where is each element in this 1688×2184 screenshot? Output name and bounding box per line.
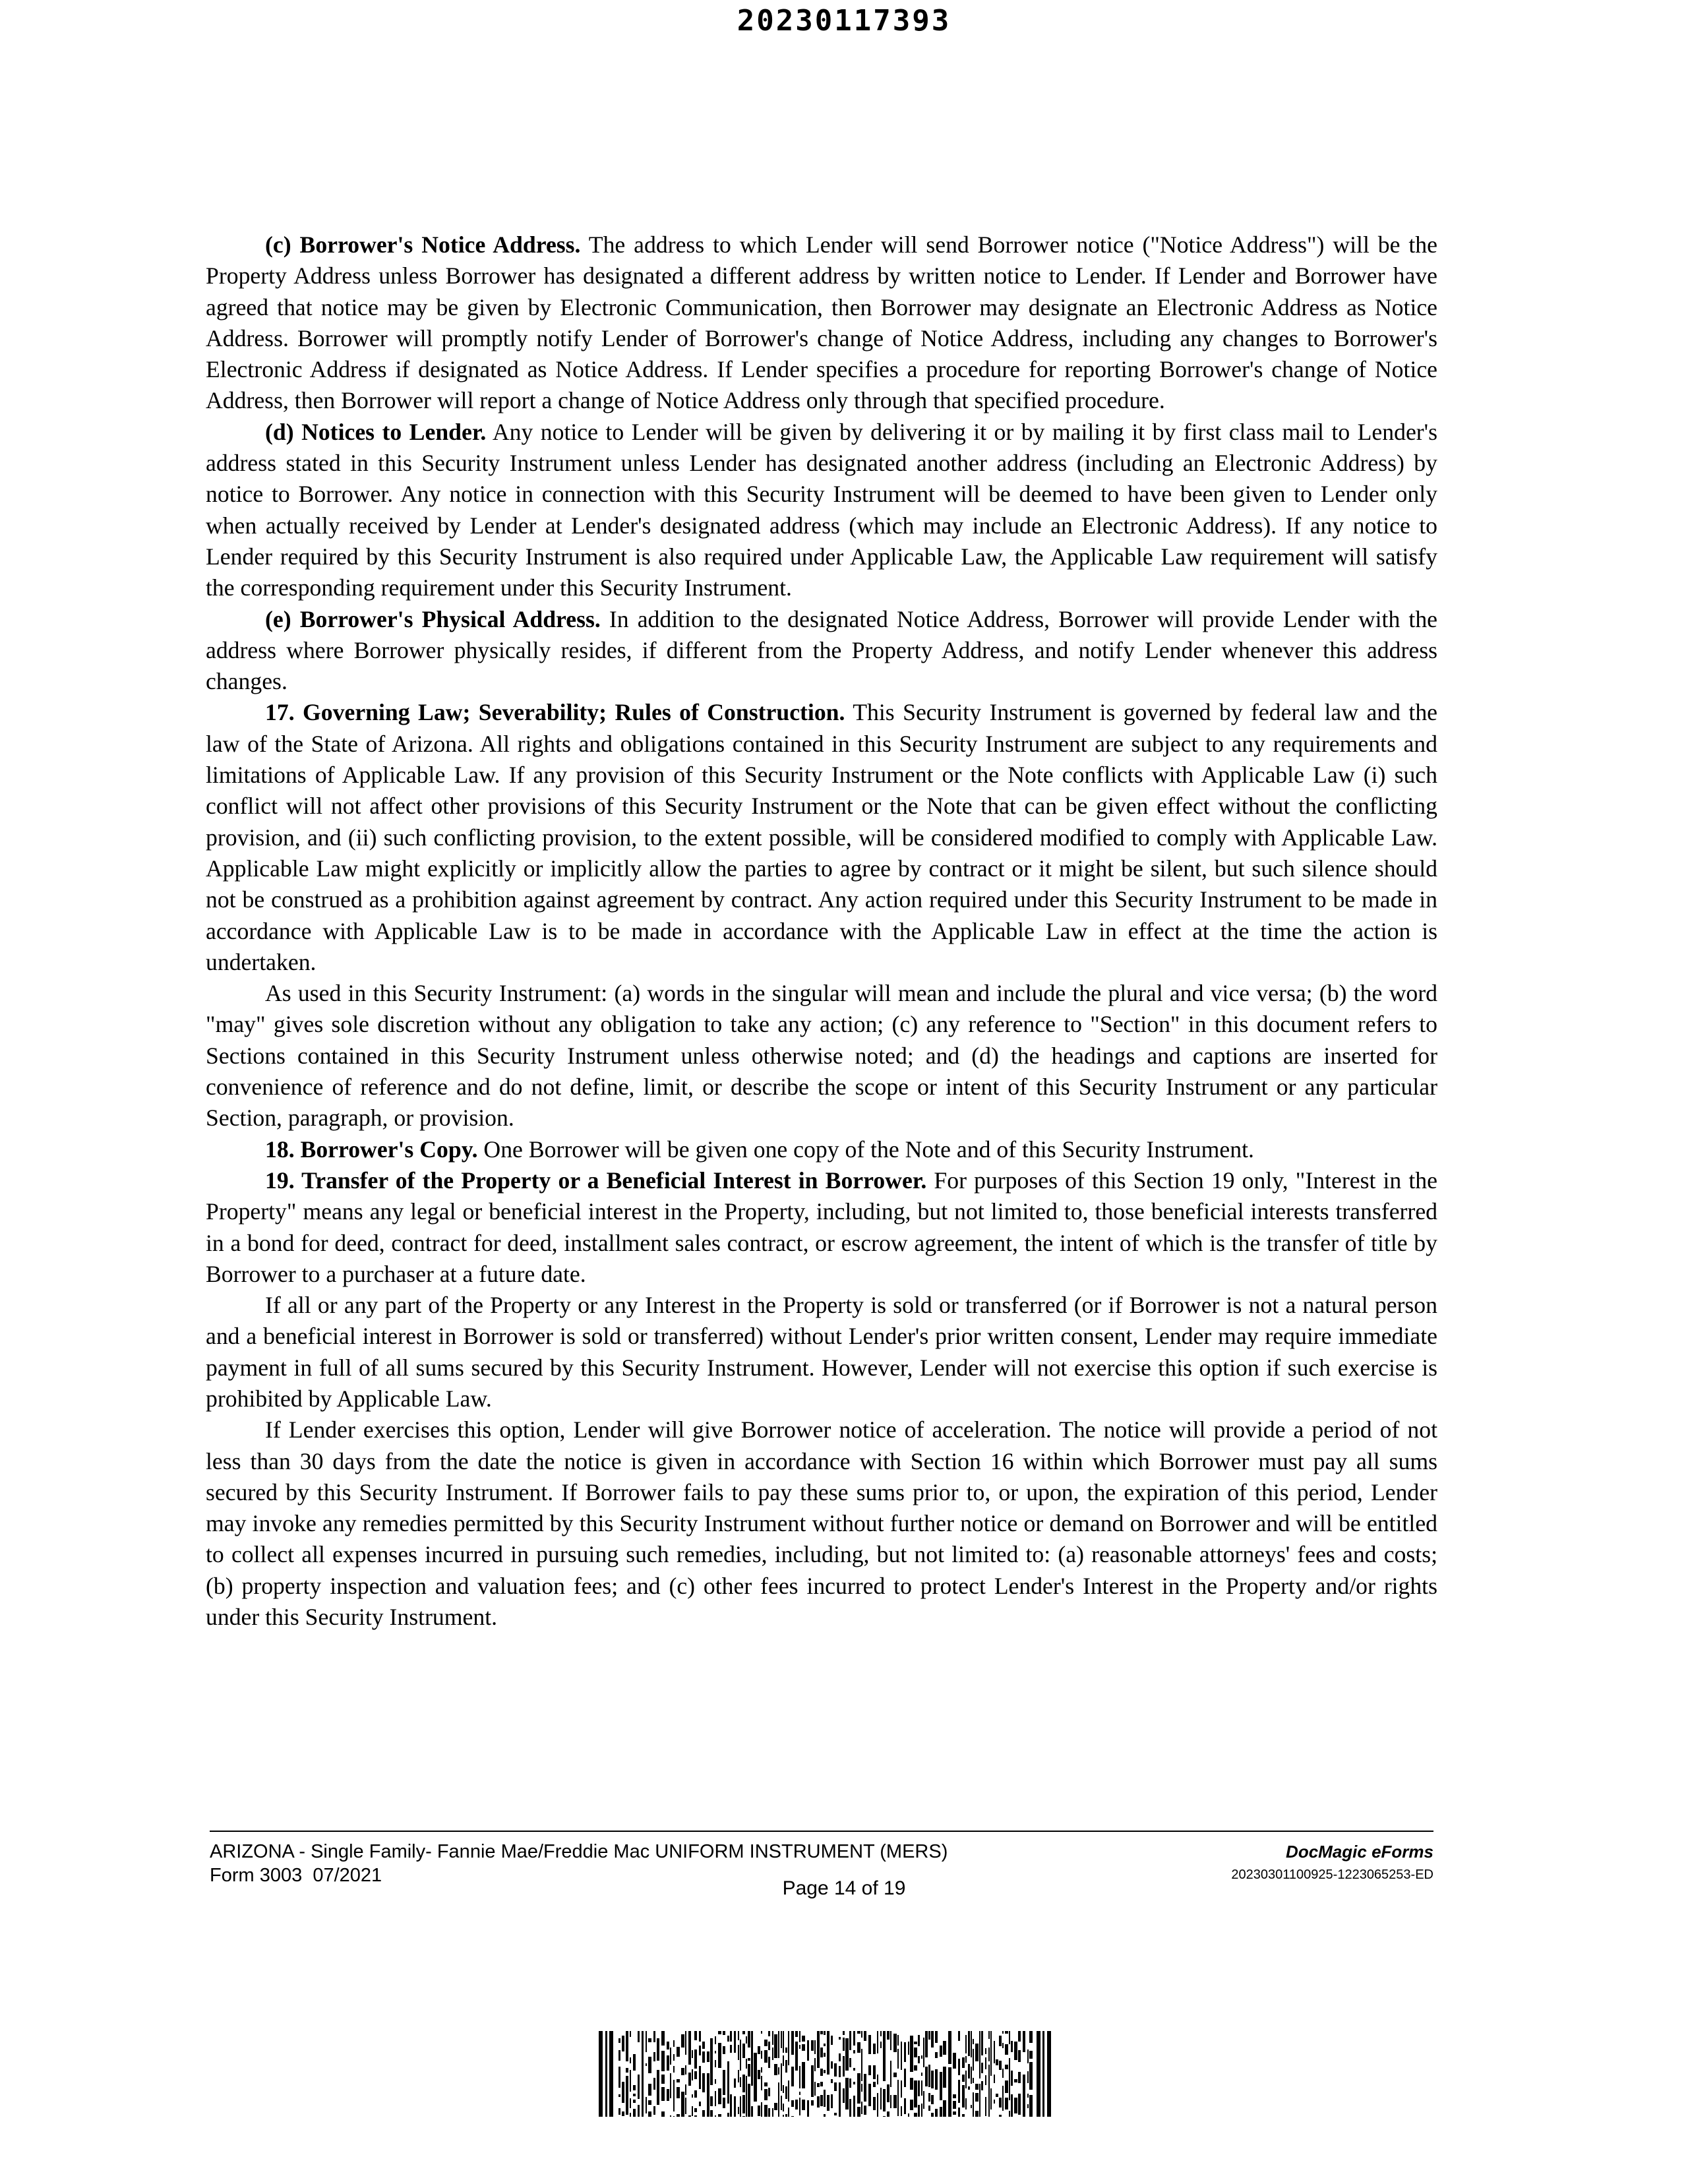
footer-form-title: ARIZONA - Single Family- Fannie Mae/Freddie Mac UNIFORM INSTRUMENT (MERS): [210, 1841, 948, 1862]
paragraph-text: As used in this Security Instrument: (a) words in the singular will mean and include the plural and vice versa; (b) the word "may" gives sole discretion without any obligation to take any action; (c) any reference to "Section" in this document refers to Sections contained in this Security Instrument unless otherwise noted; and (d) the headings and captions are inserted for convenience of reference and do not define, limit, or describe the scope or intent of this Security Instrument or any particular Section, paragraph, or provision.: [206, 980, 1437, 1132]
paragraph-notice-address: [206, 229, 1437, 417]
paragraph-physical-address: [206, 604, 1437, 698]
paragraph-heading: 19. Transfer of the Property or a Beneficial Interest in Borrower.: [265, 1167, 927, 1194]
paragraph-text: Any notice to Lender will be given by delivering it or by mailing it by first class mail to Lender's address stated in this Security Instrument unless Lender has designated another address (including an Electronic Address) by notice to Borrower. Any notice in connection with this Security Instrument will be deemed to have been given to Lender only when actually received by Lender at Lender's designated address (which may include an Electronic Address). If any notice to Lender required by this Security Instrument is also required under Applicable Law, the Applicable Law requirement will satisfy the corresponding requirement under this Security Instrument.: [206, 418, 1437, 601]
document-body: [206, 229, 1437, 1633]
paragraph-section-19-acceleration: [206, 1414, 1437, 1633]
paragraph-section-18: [206, 1134, 1437, 1165]
paragraph-heading: (e) Borrower's Physical Address.: [265, 605, 601, 632]
paragraph-section-19-transfer: [206, 1290, 1437, 1414]
footer-form-number: Form 3003 07/2021: [210, 1865, 382, 1886]
footer-divider: [210, 1831, 1433, 1832]
paragraph-heading: (c) Borrower's Notice Address.: [265, 231, 581, 258]
paragraph-text: The address to which Lender will send Borrower notice ("Notice Address") will be the Property Address unless Borrower has designated a different address by written notice to Lender. If Lender and Borrower have agreed that notice may be given by Electronic Communication, then Borrower may designate an Electronic Address as Notice Address. Borrower will promptly notify Lender of Borrower's change of Notice Address, including any changes to Borrower's Electronic Address if designated as Notice Address. If Lender specifies a procedure for reporting Borrower's change of Notice Address, then Borrower will report a change of Notice Address only through that specified procedure.: [206, 231, 1437, 414]
paragraph-section-17: [206, 697, 1437, 978]
page-number: Page 14 of 19: [782, 1877, 906, 1899]
paragraph-text: In addition to the designated Notice Address, Borrower will provide Lender with the address where Borrower physically resides, if different from the Property Address, and notify Lender whenever this address changes.: [206, 605, 1437, 695]
paragraph-notices-to-lender: [206, 417, 1437, 604]
paragraph-text: If Lender exercises this option, Lender will give Borrower notice of acceleration. The notice will provide a period of not less than 30 days from the date the notice is given in accordance with Section 16 within which Borrower must pay all sums secured by this Security Instrument. If Borrower fails to pay these sums prior to, or upon, the expiration of this period, Lender may invoke any remedies permitted by this Security Instrument without further notice or demand on Borrower and will be entitled to collect all expenses incurred in pursuing such remedies, including, but not limited to: (a) reasonable attorneys' fees and costs; (b) property inspection and valuation fees; and (c) other fees incurred to protect Lender's Interest in the Property and/or rights under this Security Instrument.: [206, 1416, 1437, 1631]
paragraph-heading: 18. Borrower's Copy.: [265, 1136, 478, 1163]
docmagic-logo: DocMagic eForms: [1286, 1842, 1433, 1862]
paragraph-text: This Security Instrument is governed by federal law and the law of the State of Arizona. All rights and obligations contained in this Security Instrument are subject to any requirements and limitations of Applicable Law. If any provision of this Security Instrument or the Note conflicts with Applicable Law (i) such conflict will not affect other provisions of this Security Instrument or the Note that can be given effect without the conflicting provision, and (ii) such conflicting provision, to the extent possible, will be considered modified to comply with Applicable Law. Applicable Law might explicitly or implicitly allow the parties to agree by contract or it might be silent, but such silence should not be construed as a prohibition against agreement by contract. Any action required under this Security Instrument to be made in accordance with Applicable Law is to be made in accordance with the Applicable Law in effect at the time the action is undertaken.: [206, 699, 1437, 975]
recording-number: 20230117393: [737, 4, 951, 38]
footer-reference-number: 20230301100925-1223065253-ED: [1231, 1867, 1433, 1882]
paragraph-heading: (d) Notices to Lender.: [265, 418, 487, 445]
paragraph-section-19: [206, 1165, 1437, 1290]
paragraph-text: One Borrower will be given one copy of the Note and of this Security Instrument.: [483, 1136, 1254, 1163]
barcode-icon: [599, 2031, 1051, 2117]
paragraph-text: For purposes of this Section 19 only, "Interest in the Property" means any legal or beneficial interest in the Property, including, but not limited to, those beneficial interests transferred in a bond for deed, contract for deed, installment sales contract, or escrow agreement, the intent of which is the transfer of title by Borrower to a purchaser at a future date.: [206, 1167, 1437, 1287]
paragraph-heading: 17. Governing Law; Severability; Rules of Construction.: [265, 699, 845, 726]
paragraph-text: If all or any part of the Property or any Interest in the Property is sold or transferred (or if Borrower is not a natural person and a beneficial interest in Borrower is sold or transferred) without Lender's prior written consent, Lender may require immediate payment in full of all sums secured by this Security Instrument. However, Lender will not exercise this option if such exercise is prohibited by Applicable Law.: [206, 1292, 1437, 1412]
paragraph-section-17-construction: [206, 978, 1437, 1134]
